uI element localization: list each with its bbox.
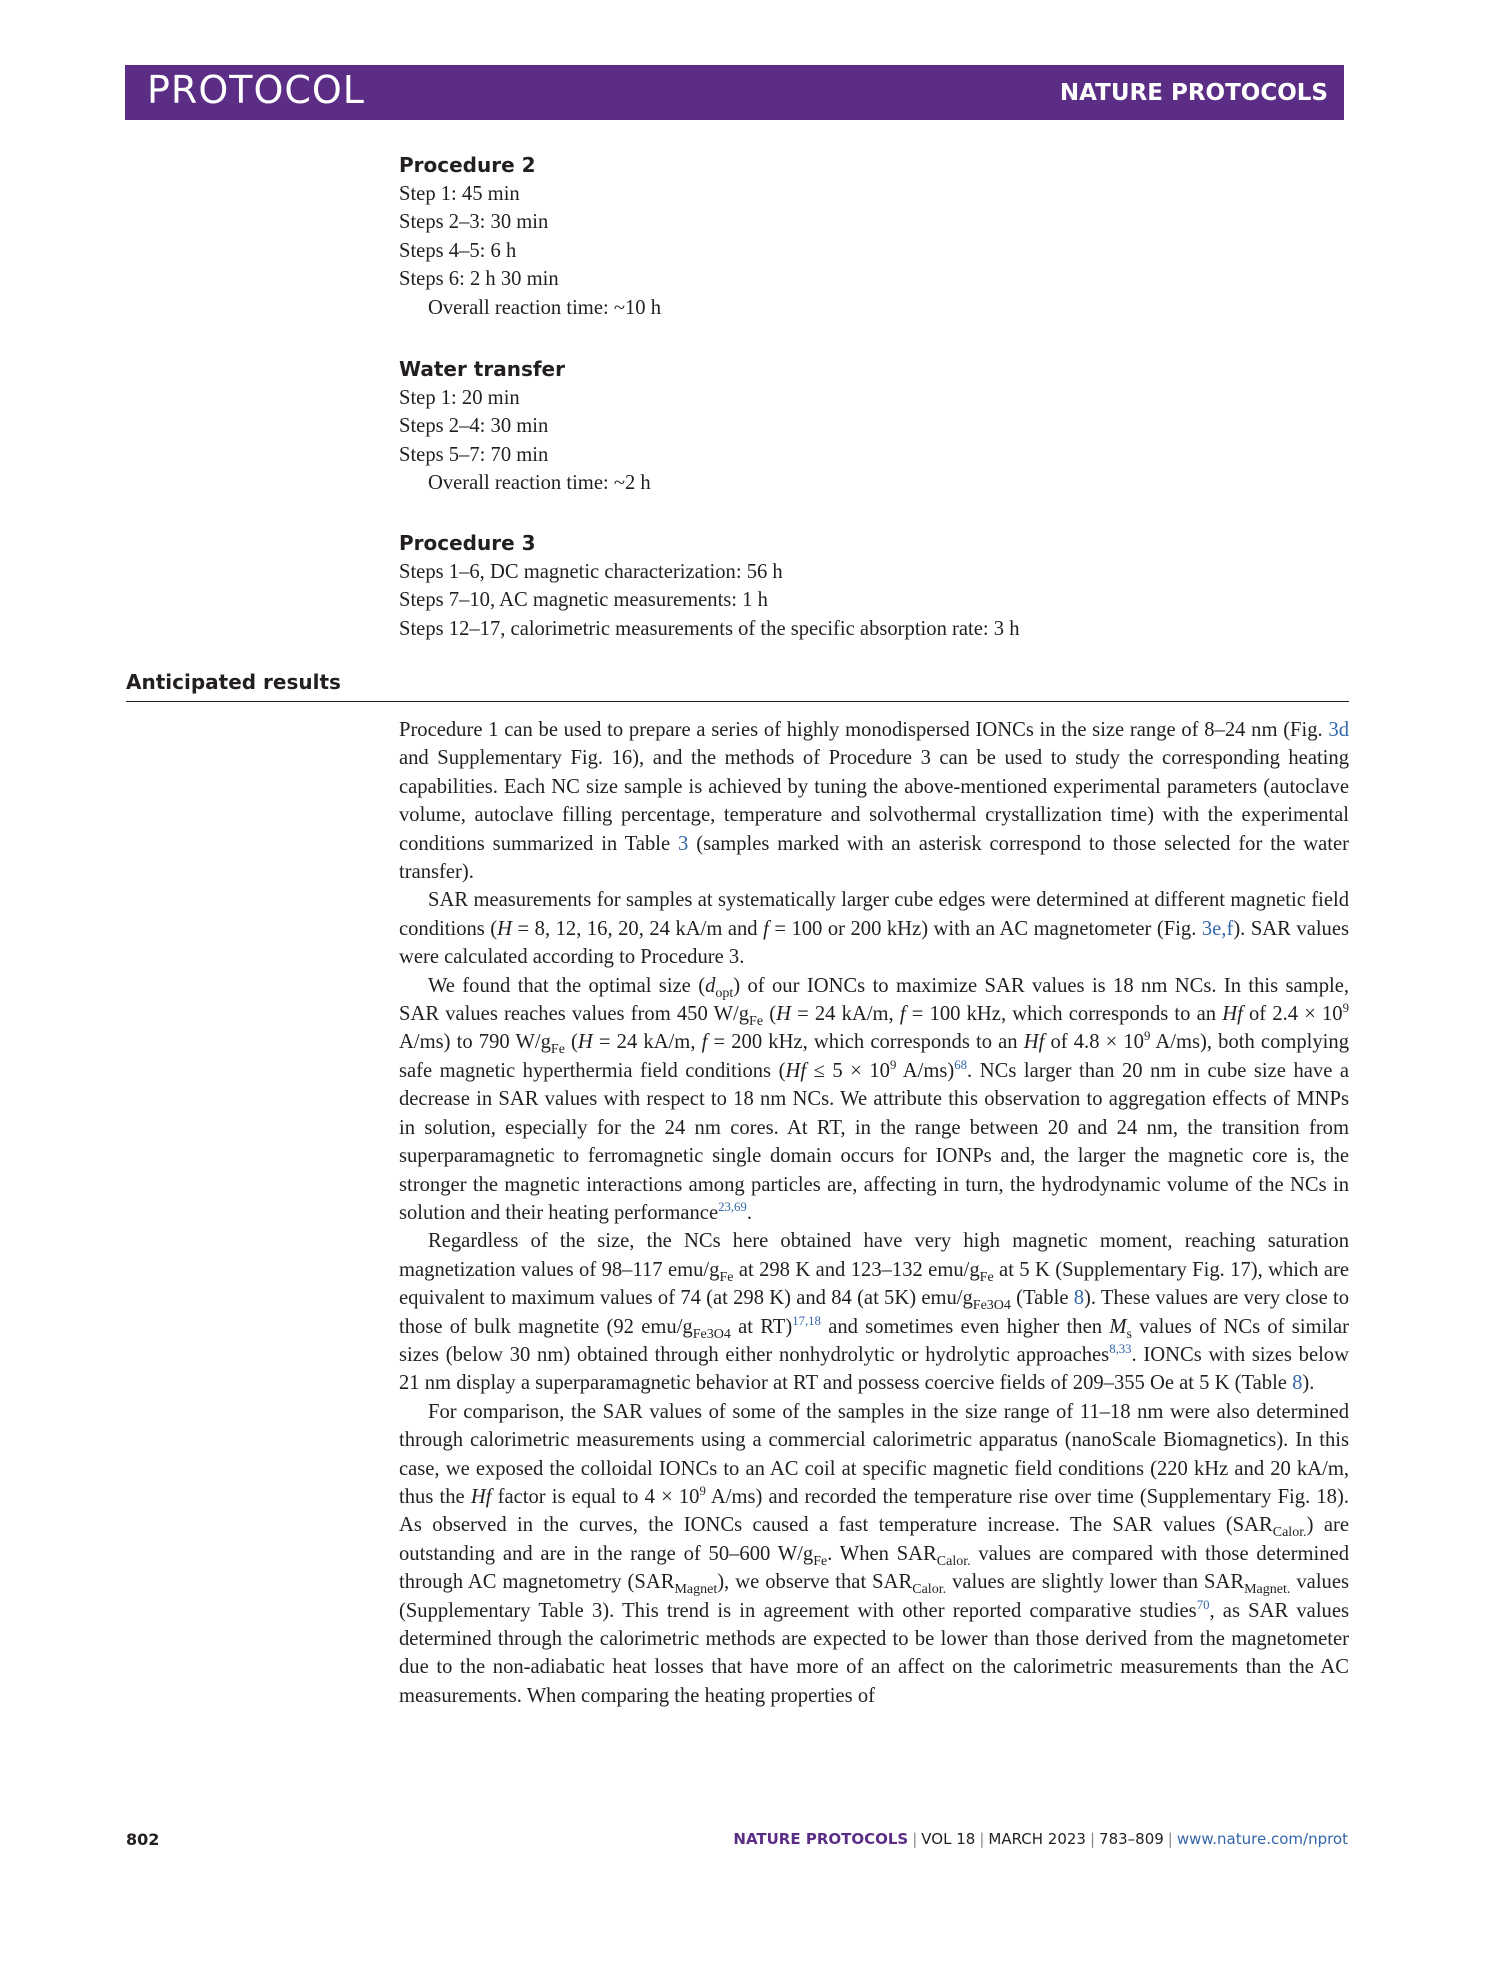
timing-line: Step 1: 45 min	[399, 183, 520, 205]
citation-link[interactable]: 17,18	[792, 1313, 821, 1328]
paragraph: SAR measurements for samples at systematically larger cube edges were determined at different magnetic field conditions (H = 8, 12, 16, 20, 24 kA/m and f = 100 or 200 kHz) with an AC magnetometer (Fig. 3e,f). SAR values were calculated according to Procedure 3.	[399, 889, 1350, 969]
timing-line: Steps 7–10, AC magnetic measurements: 1 h	[399, 589, 768, 612]
timing-line: Step 1: 20 min	[399, 387, 520, 409]
timing-total: Overall reaction time: ~2 h	[428, 472, 651, 495]
timing-water-transfer	[399, 354, 1349, 498]
water-transfer-title: Water transfer	[399, 357, 565, 381]
anticipated-results-body	[399, 716, 1349, 1710]
table-link[interactable]: 8	[1292, 1372, 1303, 1395]
citation-link[interactable]: 68	[954, 1058, 968, 1073]
footer-pages: 783–809	[1099, 1830, 1164, 1848]
section-label: PROTOCOL	[147, 68, 365, 112]
section-divider	[126, 701, 1349, 702]
footer-url-link[interactable]: www.nature.com/nprot	[1176, 1830, 1348, 1848]
journal-name: NATURE PROTOCOLS	[1059, 80, 1328, 106]
procedure-2-title: Procedure 2	[399, 153, 536, 177]
citation-link[interactable]: 8,33	[1109, 1342, 1132, 1357]
timing-line: Steps 2–3: 30 min	[399, 211, 549, 234]
paragraph: Regardless of the size, the NCs here obtained have very high magnetic moment, reaching saturation magnetization values of 98–117 emu/$g_{Fe}$ at 298 K and 123–132 emu/$g_{Fe}$ at 5 K (Supplementary Fig. 17), which are equivalent to maximum values of 74 (at 298 K) and 84 (at 5K) emu/$g_{Fe3O4}$ (Table 8). These values are very close to those of bulk magnetite (92 emu/$g_{Fe3O4}$ at RT)$^{17,18}$ and sometimes even higher then $M_s$ values of NCs of similar sizes (below 30 nm) obtained through either nonhydrolytic or hydrolytic approaches$^{8,33}$. IONCs with sizes below 21 nm display a superparamagnetic behavior at RT and possess coercive fields of 209–355 Oe at 5 K (Table 8).	[399, 1230, 1350, 1395]
timing-line: Steps 5–7: 70 min	[399, 443, 549, 466]
page-header-bar	[125, 65, 1344, 120]
procedure-3-title: Procedure 3	[399, 531, 536, 555]
citation-link[interactable]: 70	[1196, 1597, 1210, 1612]
table-link[interactable]: 8	[1073, 1287, 1085, 1310]
citation-link[interactable]: 23,69	[718, 1200, 747, 1215]
timing-total: Overall reaction time: ~10 h	[428, 296, 662, 319]
table-link[interactable]: 3	[678, 832, 689, 855]
timing-line: Steps 12–17, calorimetric measurements of the specific absorption rate: 3 h	[399, 617, 1020, 640]
figure-link[interactable]: 3e,f	[1201, 917, 1234, 940]
paragraph: Procedure 1 can be used to prepare a series of highly monodispersed IONCs in the size range of 8–24 nm (Fig. 3d and Supplementary Fig. 16), and the methods of Procedure 3 can be used to study the corresponding heating capabilities. Each NC size sample is achieved by tuning the above-mentioned experimental parameters (autoclave volume, autoclave filling percentage, temperature and solvothermal crystallization time) with the experimental conditions summarized in Table 3 (samples marked with an asterisk correspond to those selected for the water transfer).	[399, 719, 1349, 884]
page-number: 802	[126, 1830, 160, 1849]
paragraph: For comparison, the SAR values of some of the samples in the size range of 11–18 nm were also determined through calorimetric measurements using a commercial calorimetric apparatus (nanoScale Biomagnetics). In this case, we exposed the colloidal IONCs to an AC coil at specific magnetic field conditions (220 kHz and 20 kA/m, thus the Hf factor is equal to $4 \times 10^9$ A/ms) and recorded the temperature rise over time (Supplementary Fig. 18). As observed in the curves, the IONCs caused a fast temperature increase. The SAR values $(SAR_{Calor.})$ are outstanding and are in the range of 50–600 $W/g_{Fe}$. When $SAR_{Calor.}$ values are compared with those determined through AC magnetometry $(SAR_{Magnet})$, we observe that $SAR_{Calor.}$ values are slightly lower than $SAR_{Magnet.}$ values (Supplementary Table 3). This trend is in agreement with other reported comparative studies$^{70}$, as SAR values determined through the calorimetric methods are expected to be lower than those derived from the magnetometer due to the non-adiabatic heat losses that have more of an affect on the calorimetric measurements than the AC measurements. When comparing the heating properties of	[399, 1400, 1350, 1707]
timing-line: Steps 4–5: 6 h	[399, 239, 517, 262]
timing-procedure-2	[399, 150, 1349, 322]
timing-line: Steps 6: 2 h 30 min	[399, 268, 559, 291]
timing-procedure-3	[399, 528, 1349, 643]
footer-journal: NATURE PROTOCOLS	[733, 1830, 909, 1848]
timing-line: Steps 2–4: 30 min	[399, 415, 549, 438]
footer-citation: NATURE PROTOCOLS | VOL 18 | MARCH 2023 | 783–809 | www.nature.com/nprot	[733, 1830, 1348, 1848]
paragraph: We found that the optimal size $(d_{opt})$ of our IONCs to maximize SAR values is 18 nm NCs. In this sample, SAR values reaches values from 450 $W/g_{Fe}$ (H = 24 kA/m, f = 100 kHz, which corresponds to an Hf of $2.4 \times 10^9$ A/ms) to 790 $W/g_{Fe}$ (H = 24 kA/m, f = 200 kHz, which corresponds to an Hf of $4.8 \times 10^9$ A/ms), both complying safe magnetic hyperthermia field conditions ($Hf \le 5 \times 10^9$ A/ms)$^{68}$. NCs larger than 20 nm in cube size have a decrease in SAR values with respect to 18 nm NCs. We attribute this observation to aggregation effects of MNPs in solution, especially for the 24 nm cores. At RT, in the range between 20 and 24 nm, the transition from superparamagnetic to ferromagnetic single domain occurs for IONPs and, the larger the magnetic core is, the stronger the magnetic interactions among particles are, affecting in turn, the hydrodynamic volume of the NCs in solution and their heating performance$^{23,69}$.	[399, 974, 1350, 1224]
anticipated-results-heading: Anticipated results	[126, 670, 341, 694]
footer-date: MARCH 2023	[988, 1830, 1086, 1848]
timing-line: Steps 1–6, DC magnetic characterization: 56 h	[399, 561, 783, 583]
footer-volume: VOL 18	[921, 1830, 976, 1848]
figure-link[interactable]: 3d	[1328, 719, 1349, 741]
